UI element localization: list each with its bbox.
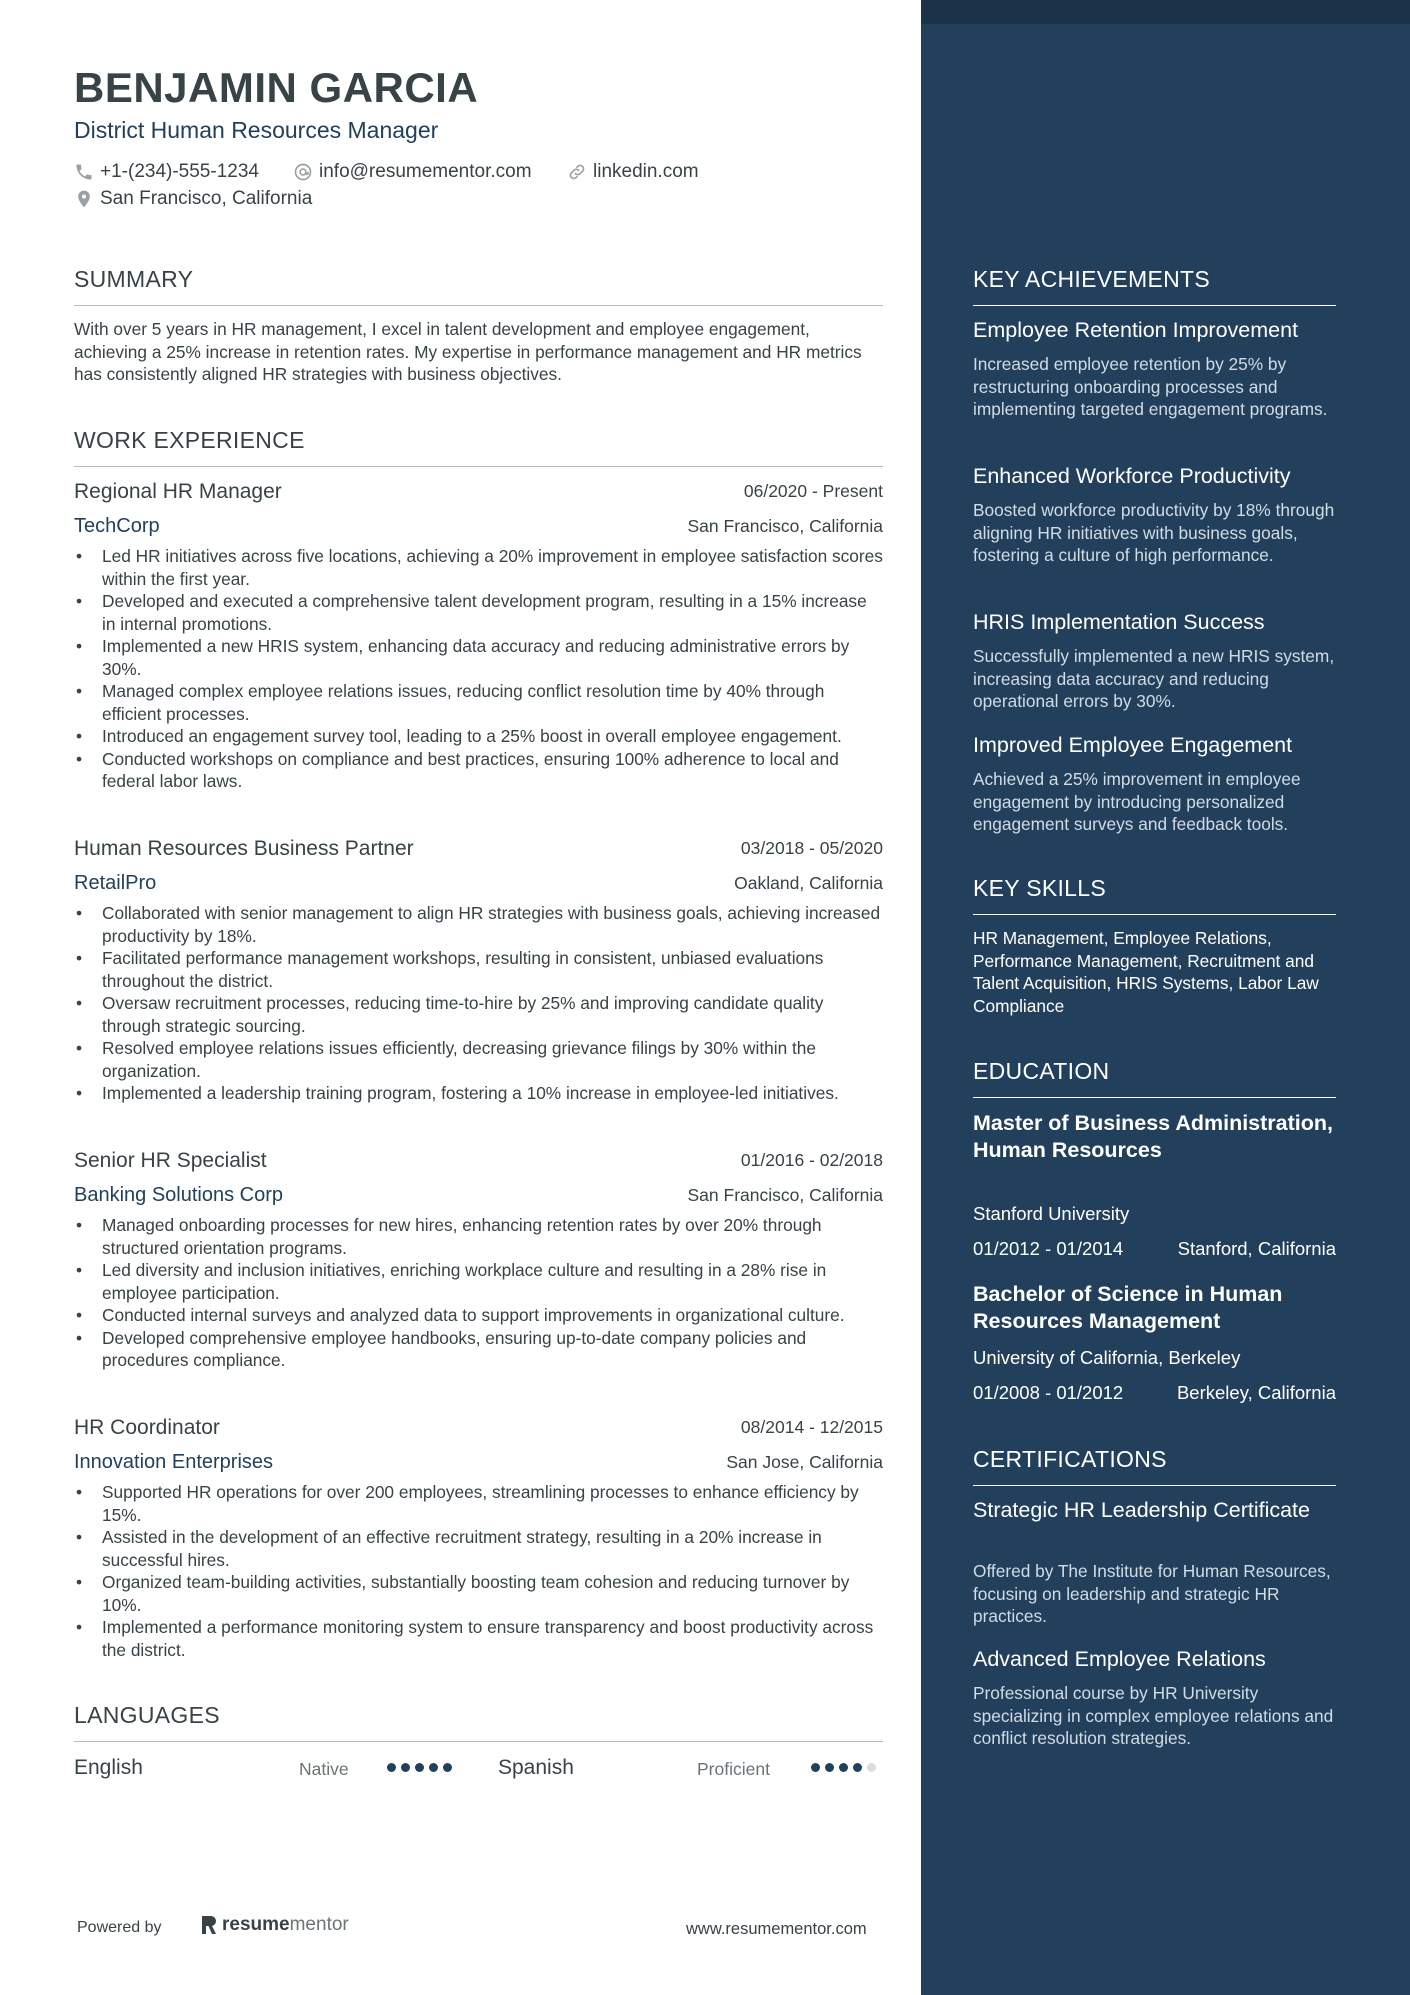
resumementor-logo[interactable] (200, 1914, 349, 1936)
location-pin-icon (74, 189, 94, 209)
achievement-text: Successfully implemented a new HRIS system, increasing data accuracy and reducing operational errors by 30%. (973, 646, 1335, 711)
job-bullets (74, 902, 883, 1105)
at-icon (293, 162, 313, 182)
language-level: Native (299, 1759, 349, 1779)
job-location: San Francisco, California (687, 516, 883, 536)
link-icon (567, 162, 587, 182)
education-location: Stanford, California (1177, 1238, 1336, 1259)
list-item: • Developed and executed a comprehensive talent development program, resulting in a 15% increase in internal promotions. (74, 590, 883, 635)
footer-url[interactable]: www.resumementor.com (686, 1920, 867, 1938)
list-item: • Conducted workshops on compliance and best practices, ensuring 100% adherence to local and federal labor laws. (74, 748, 883, 793)
rating-dot-filled (853, 1763, 862, 1772)
job-company: RetailPro (74, 872, 157, 894)
list-item: • Conducted internal surveys and analyzed data to support improvements in organizational culture. (74, 1304, 883, 1327)
list-item: • Resolved employee relations issues efficiently, decreasing grievance filings by 30% within the organization. (74, 1037, 883, 1082)
education-school: Stanford University (973, 1203, 1130, 1224)
job-title: HR Coordinator (74, 1416, 220, 1439)
list-item: • Implemented a leadership training program, fostering a 10% increase in employee-led initiatives. (74, 1082, 883, 1105)
languages-heading: LANGUAGES (74, 1702, 883, 1742)
achievement-title: HRIS Implementation Success (973, 610, 1265, 634)
certification-title: Advanced Employee Relations (973, 1647, 1266, 1671)
language-rating (811, 1763, 876, 1772)
linkedin-text: linkedin.com (593, 161, 699, 182)
education-degree: Master of Business Administration, Human Resources (973, 1111, 1333, 1162)
brand-part-b: mentor (289, 1914, 349, 1935)
job-title: Human Resources Business Partner (74, 837, 414, 860)
location-text: San Francisco, California (100, 188, 313, 209)
language-level: Proficient (697, 1759, 770, 1779)
list-item: • Organized team-building activities, substantially boosting team cohesion and reducing turnover by 10%. (74, 1571, 883, 1616)
contact-location (74, 188, 312, 210)
job-location: San Jose, California (726, 1452, 883, 1472)
education-date: 01/2008 - 01/2012 (973, 1382, 1124, 1403)
job-date: 06/2020 - Present (743, 481, 883, 501)
job-date: 01/2016 - 02/2018 (740, 1150, 883, 1170)
language-name: Spanish (498, 1756, 574, 1779)
rating-dot-filled (429, 1763, 438, 1772)
phone-icon (74, 162, 94, 182)
list-item: • Managed complex employee relations issues, reducing conflict resolution time by 40% through efficient processes. (74, 680, 883, 725)
list-item: • Implemented a new HRIS system, enhancing data accuracy and reducing administrative errors by 30%. (74, 635, 883, 680)
language-name: English (74, 1756, 143, 1779)
achievement-text: Boosted workforce productivity by 18% through aligning HR initiatives with business goals, fostering a culture of high performance. (973, 500, 1335, 565)
certification-title: Strategic HR Leadership Certificate (973, 1498, 1310, 1522)
job-company: TechCorp (74, 515, 160, 537)
certification-text: Professional course by HR University specializing in complex employee relations and conflict resolution strategies. (973, 1683, 1334, 1748)
skills-heading: KEY SKILLS (973, 875, 1336, 915)
achievement-title: Enhanced Workforce Productivity (973, 464, 1291, 488)
rating-dot-filled (401, 1763, 410, 1772)
email-text: info@resumementor.com (319, 161, 532, 182)
language-rating (387, 1763, 452, 1772)
achievements-heading: KEY ACHIEVEMENTS (973, 266, 1336, 306)
rating-dot-filled (839, 1763, 848, 1772)
brand-part-a: resume (222, 1914, 290, 1935)
phone-text: +1-(234)-555-1234 (100, 161, 259, 182)
education-school: University of California, Berkeley (973, 1347, 1241, 1368)
job-bullets (74, 545, 883, 793)
list-item: • Developed comprehensive employee handbooks, ensuring up-to-date company policies and procedures compliance. (74, 1327, 883, 1372)
list-item: • Collaborated with senior management to align HR strategies with business goals, achieving increased productivity by 18%. (74, 902, 883, 947)
job-date: 08/2014 - 12/2015 (740, 1417, 883, 1437)
list-item: • Assisted in the development of an effective recruitment strategy, resulting in a 20% increase in successful hires. (74, 1526, 883, 1571)
skills-text: HR Management, Employee Relations, Performance Management, Recruitment and Talent Acquisition, HRIS Systems, Labor Law Compliance (973, 928, 1319, 1016)
rating-dot-filled (443, 1763, 452, 1772)
list-item: • Oversaw recruitment processes, reducing time-to-hire by 25% and improving candidate quality through strategic sourcing. (74, 992, 883, 1037)
rating-dot-empty (867, 1763, 876, 1772)
experience-heading: WORK EXPERIENCE (74, 427, 883, 467)
achievement-text: Achieved a 25% improvement in employee engagement by introducing personalized engagement surveys and feedback tools. (973, 769, 1301, 834)
job-location: Oakland, California (734, 873, 883, 893)
job-date: 03/2018 - 05/2020 (740, 838, 883, 858)
education-heading: EDUCATION (973, 1058, 1336, 1098)
resumementor-logo-icon (200, 1915, 218, 1935)
contact-email[interactable] (293, 161, 532, 183)
rating-dot-filled (387, 1763, 396, 1772)
contact-linkedin[interactable] (567, 161, 699, 183)
certification-text: Offered by The Institute for Human Resources, focusing on leadership and strategic HR practices. (973, 1561, 1331, 1626)
contact-phone (74, 161, 259, 183)
job-company: Banking Solutions Corp (74, 1184, 284, 1206)
achievement-title: Employee Retention Improvement (973, 318, 1299, 342)
job-title: Regional HR Manager (74, 480, 282, 503)
job-location: San Francisco, California (687, 1185, 883, 1205)
candidate-title: District Human Resources Manager (74, 117, 439, 143)
summary-text: With over 5 years in HR management, I excel in talent development and employee engagement, achieving a 25% increase in retention rates. My expertise in performance management and HR metrics has consistently aligned HR strategies with business objectives. (74, 319, 862, 384)
list-item: • Introduced an engagement survey tool, leading to a 25% boost in overall employee engagement. (74, 725, 883, 748)
education-location: Berkeley, California (1176, 1382, 1336, 1403)
powered-by-label: Powered by (77, 1919, 162, 1936)
education-degree: Bachelor of Science in Human Resources Management (973, 1282, 1283, 1333)
education-date: 01/2012 - 01/2014 (973, 1238, 1124, 1259)
achievement-title: Improved Employee Engagement (973, 733, 1293, 757)
list-item: • Led HR initiatives across five locations, achieving a 20% improvement in employee satisfaction scores within the first year. (74, 545, 883, 590)
list-item: • Implemented a performance monitoring system to ensure transparency and boost productivity across the district. (74, 1616, 883, 1661)
list-item: • Managed onboarding processes for new hires, enhancing retention rates by over 20% through structured orientation programs. (74, 1214, 883, 1259)
job-bullets (74, 1481, 883, 1661)
rating-dot-filled (825, 1763, 834, 1772)
list-item: • Supported HR operations for over 200 employees, streamlining processes to enhance efficiency by 15%. (74, 1481, 883, 1526)
job-title: Senior HR Specialist (74, 1149, 267, 1172)
rating-dot-filled (415, 1763, 424, 1772)
achievement-text: Increased employee retention by 25% by restructuring onboarding processes and implementing targeted engagement programs. (973, 354, 1328, 419)
certifications-heading: CERTIFICATIONS (973, 1446, 1336, 1486)
sidebar-top-band (921, 0, 1410, 24)
list-item: • Led diversity and inclusion initiatives, enriching workplace culture and resulting in a 28% rise in employee participation. (74, 1259, 883, 1304)
rating-dot-filled (811, 1763, 820, 1772)
summary-heading: SUMMARY (74, 266, 883, 306)
job-company: Innovation Enterprises (74, 1451, 274, 1473)
list-item: • Facilitated performance management workshops, resulting in consistent, unbiased evaluations throughout the district. (74, 947, 883, 992)
job-bullets (74, 1214, 883, 1372)
candidate-name: BENJAMIN GARCIA (74, 64, 479, 111)
